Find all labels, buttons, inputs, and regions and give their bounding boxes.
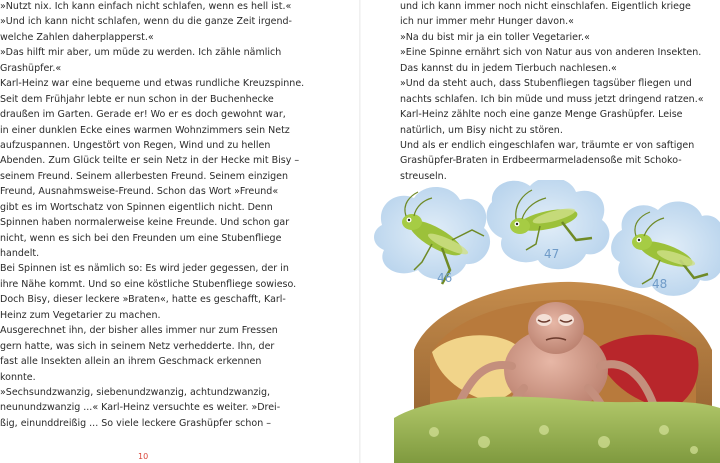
grasshopper-number-47: 47	[544, 247, 560, 261]
text-line: konnte.	[0, 371, 36, 383]
text-line: Ausgerechnet ihn, der bisher alles immer nur zum Fressen	[0, 325, 278, 337]
text-line: Seit dem Frühjahr lebte er nun schon in der Buchenhecke	[0, 93, 274, 105]
text-line: »Sechsundzwanzig, siebenundzwanzig, achtundzwanzig,	[0, 386, 271, 398]
text-line: draußen im Garten. Gerade er! Wo er es doch gewohnt war,	[0, 109, 286, 121]
text-line: »Und da steht auch, dass Stubenfliegen tagsüber fliegen und	[400, 78, 692, 90]
blanket	[394, 397, 720, 463]
text-line: »Eine Spinne ernährt sich von Natur aus von anderen Insekten.	[400, 47, 702, 59]
text-line: Spinnen haben normalerweise keine Freunde. Und schon gar	[0, 217, 290, 229]
text-line: Heinz zum Vegetarier zu machen.	[0, 309, 161, 321]
text-line: seinem Freund. Seinem allerbesten Freund. Seinem einzigen	[0, 170, 289, 182]
text-line: nachts schlafen. Ich bin müde und muss jetzt dringend ratzen.«	[400, 93, 704, 105]
text-line: neunundzwanzig ...« Karl-Heinz versuchte es weiter. »Drei-	[0, 402, 281, 414]
text-line: aufzuspannen. Ungestört von Regen, Wind und zu hellen	[0, 139, 271, 151]
grasshopper-number-46: 46	[437, 271, 453, 285]
text-line: Abenden. Zum Glück teilte er sein Netz in der Hecke mit Bisy –	[0, 155, 300, 167]
text-line: »Das hilft mir aber, um müde zu werden. Ich zähle nämlich	[0, 47, 282, 59]
text-line: Karl-Heinz war eine bequeme und etwas rundliche Kreuzspinne.	[0, 78, 305, 90]
text-line: ich nur immer mehr Hunger davon.«	[400, 16, 574, 28]
page-number: 10	[138, 452, 149, 461]
text-line: Und als er endlich eingeschlafen war, träumte er von saftigen	[400, 139, 695, 151]
text-line: Bei Spinnen ist es nämlich so: Es wird jeder gegessen, der in	[0, 263, 289, 275]
text-line: nicht, wenn es sich bei den Freunden um eine Stubenfliege	[0, 232, 282, 244]
text-line: »Nutzt nix. Ich kann einfach nicht schlafen, wenn es hell ist.«	[0, 1, 292, 12]
text-line: welche Zahlen daherplapperst.«	[0, 31, 154, 43]
text-line: in einer dunklen Ecke eines warmen Wohnzimmers sein Netz	[0, 124, 290, 136]
sleeping-spider-illustration	[374, 180, 720, 463]
text-line: Das kannst du in jedem Tierbuch nachlesen.«	[400, 62, 617, 74]
grasshopper-number-48: 48	[652, 277, 668, 291]
text-line: »Und ich kann nicht schlafen, wenn du die ganze Zeit irgend-	[0, 16, 292, 28]
text-line: natürlich, um Bisy nicht zu stören.	[400, 124, 563, 136]
text-line: gern hatte, was sich in seinem Netz verhedderte. Ihn, der	[0, 340, 275, 352]
text-line: Karl-Heinz zählte noch eine ganze Menge Grashüpfer. Leise	[400, 109, 683, 121]
right-page-text	[400, 0, 704, 184]
text-line: streuseln.	[400, 170, 447, 182]
text-line: »Na du bist mir ja ein toller Vegetarier.«	[400, 31, 590, 43]
text-line: gibt es im Wortschatz von Spinnen eigentlich nicht. Denn	[0, 201, 273, 213]
text-line: und ich kann immer noch nicht einschlafen. Eigentlich kriege	[400, 1, 691, 12]
text-line: fast alle Insekten allein an ihrem Geschmack erkennen	[0, 356, 262, 368]
text-line: Freund, Ausnahmsweise-Freund. Schon das Wort »Freund«	[0, 186, 279, 198]
text-line: Grashüpfer-Braten in Erdbeermarmeladensoße mit Schoko-	[400, 155, 682, 167]
left-page-text	[0, 0, 304, 431]
text-line: Grashüpfer.«	[0, 62, 62, 74]
text-line: ihre Nähe kommt. Und so eine köstliche Stubenfliege sowieso.	[0, 278, 297, 290]
text-line: Doch Bisy, dieser leckere »Braten«, hatte es geschafft, Karl-	[0, 294, 286, 306]
text-line: ßig, einunddreißig ... So viele leckere Grashüpfer schon –	[0, 417, 272, 429]
text-line: handelt.	[0, 248, 40, 259]
